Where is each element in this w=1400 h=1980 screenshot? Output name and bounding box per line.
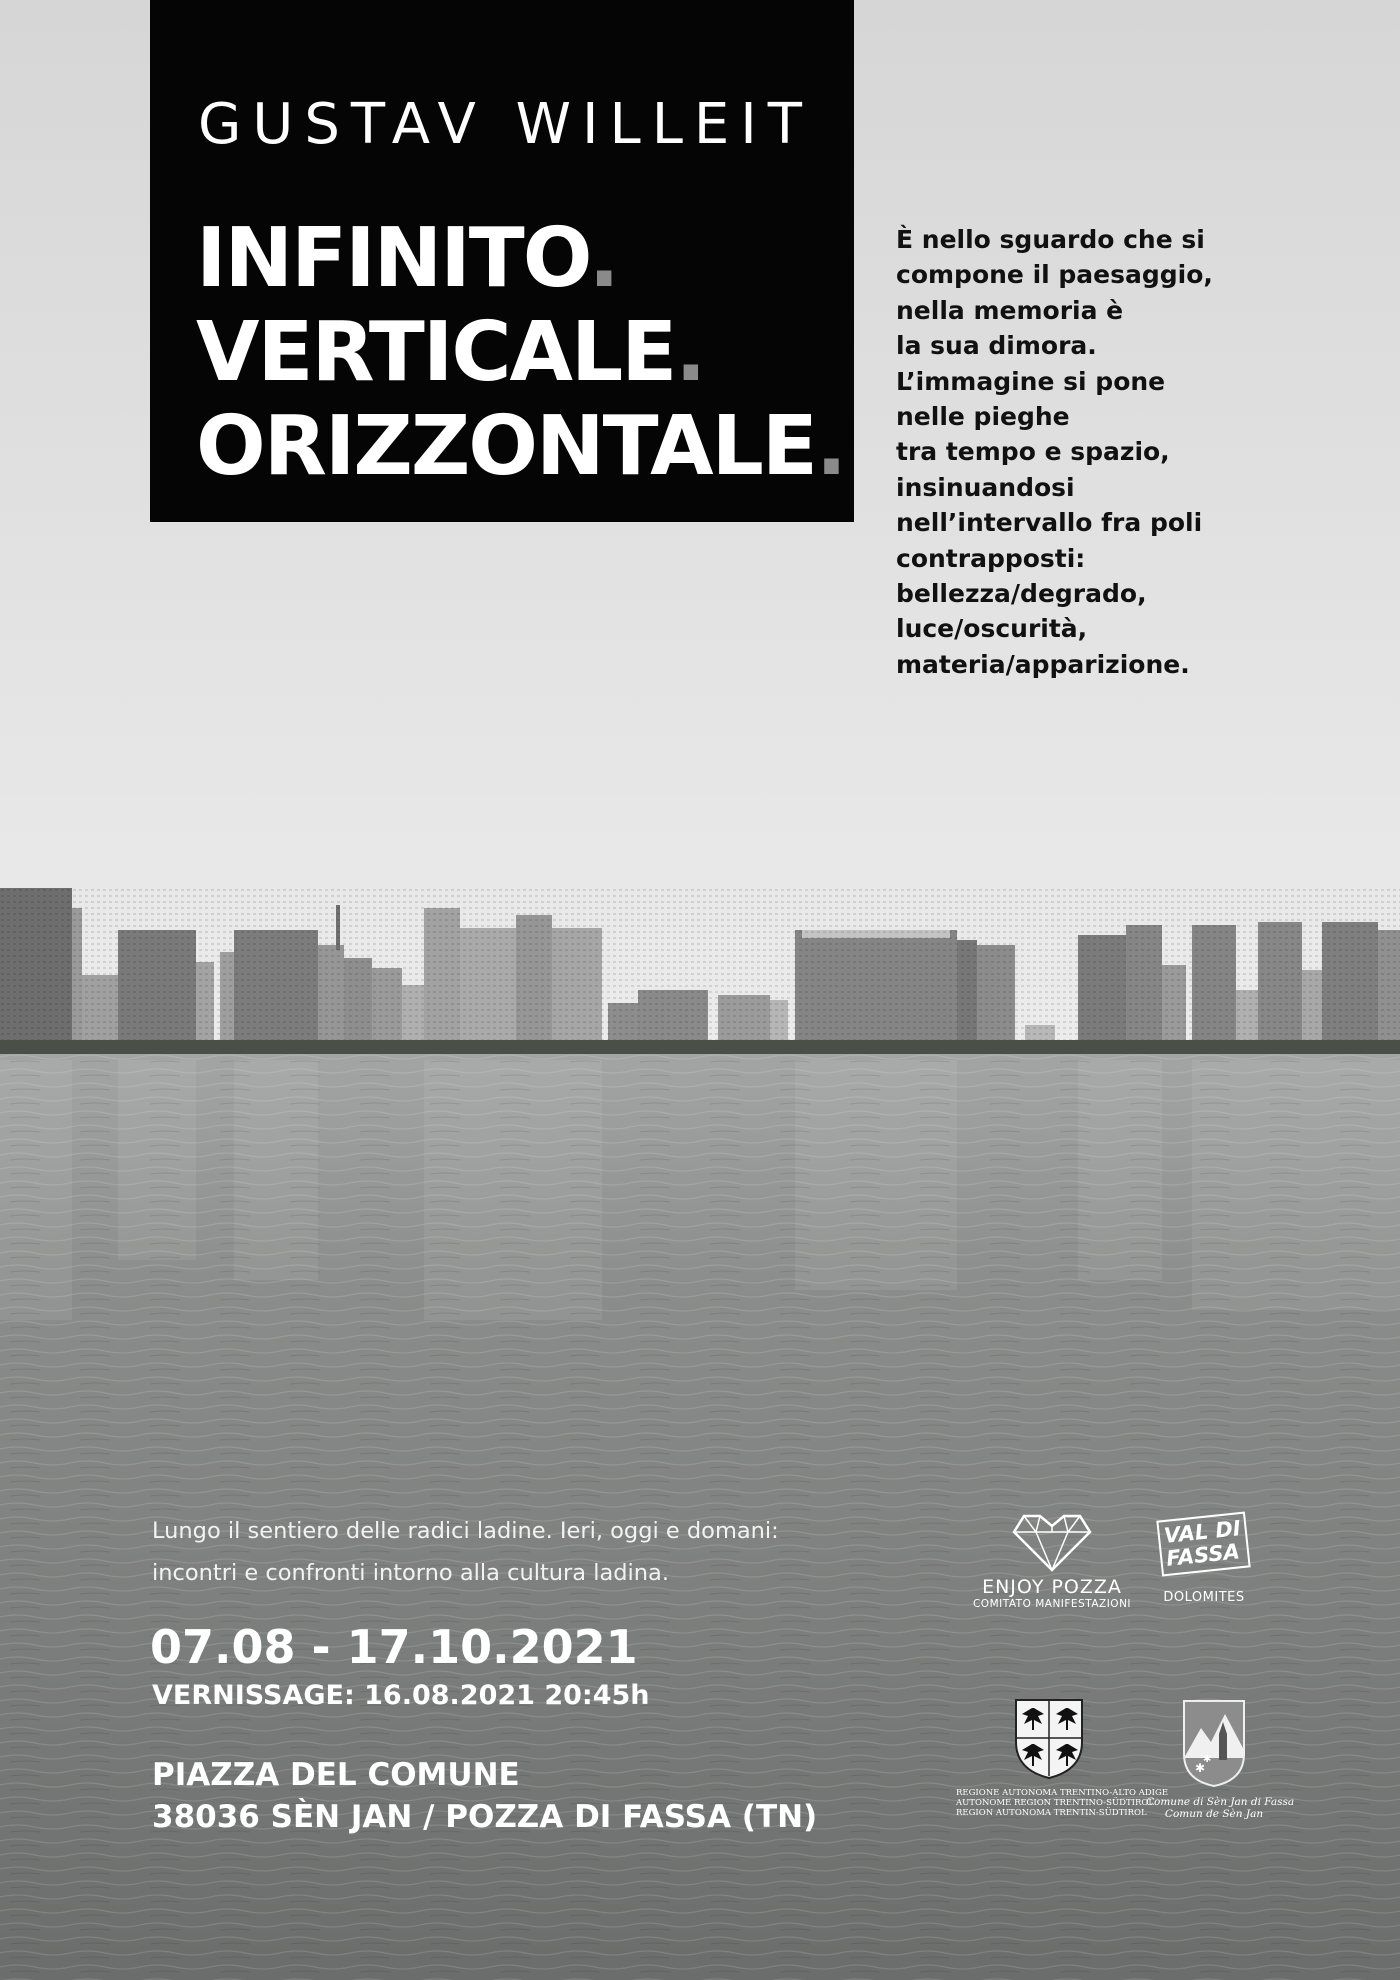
fassa-badge: VAL DI FASSA (1157, 1512, 1251, 1577)
title-line-1: INFINITO. (196, 211, 618, 306)
title-line-2: VERTICALE. (196, 305, 705, 400)
svg-text:✱: ✱ (1203, 1754, 1212, 1765)
poem-text (896, 222, 1276, 682)
val-di-fassa-logo (1156, 1516, 1252, 1605)
heart-diamond-icon (1010, 1510, 1094, 1572)
enjoy-pozza-logo (972, 1510, 1132, 1610)
venue-line-2: 38036 SÈN JAN / POZZA DI FASSA (TN) (152, 1799, 818, 1835)
poem-line: la sua dimora. (896, 331, 1097, 361)
poem-line: nell’intervallo fra poli (896, 508, 1203, 538)
poem-line: insinuandosi (896, 472, 1075, 502)
enjoy-pozza-sub: COMITATO MANIFESTAZIONI (972, 1598, 1132, 1610)
coat-of-arms-icon (1012, 1696, 1086, 1780)
poem-line: nella memoria è (896, 295, 1124, 325)
comune-text: Comune di Sèn Jan di Fassa Comun de Sèn Jan (1146, 1796, 1295, 1820)
vernissage-info: VERNISSAGE: 16.08.2021 20:45h (152, 1680, 650, 1711)
poem-line: L’immagine si pone (896, 366, 1166, 396)
tagline (152, 1510, 779, 1594)
exhibition-title (196, 212, 845, 494)
fassa-sub: DOLOMITES (1163, 1590, 1245, 1605)
poem-line: luce/oscurità, (896, 614, 1088, 644)
exhibition-dates: 07.08 - 17.10.2021 (150, 1620, 638, 1674)
artist-name: GUSTAV WILLEIT (198, 92, 814, 157)
comune-crest-icon (1181, 1698, 1247, 1788)
poem-line: tra tempo e spazio, (896, 437, 1170, 467)
poem-line: bellezza/degrado, (896, 579, 1147, 609)
poem-line: compone il paesaggio, (896, 260, 1213, 290)
tagline-line: Lungo il sentiero delle radici ladine. Ieri, oggi e domani: (152, 1518, 779, 1544)
venue-address (152, 1754, 817, 1838)
enjoy-pozza-name: ENJOY POZZA (982, 1576, 1122, 1598)
title-line-3: ORIZZONTALE. (196, 399, 846, 494)
comune-logo (1146, 1698, 1295, 1820)
poem-line: materia/apparizione. (896, 649, 1190, 679)
poem-line: nelle pieghe (896, 402, 1070, 432)
venue-line-1: PIAZZA DEL COMUNE (152, 1757, 520, 1793)
tagline-line: incontri e confronti intorno alla cultura ladina. (152, 1560, 669, 1586)
region-text: REGIONE AUTONOMA TRENTINO-ALTO ADIGE AUTONOME REGION TRENTINO-SÜDTIROL REGION AUTONOMA TRENTIN-SÜDTIROL (956, 1788, 1169, 1818)
svg-text:✱: ✱ (1195, 1761, 1206, 1775)
poem-line: contrapposti: (896, 543, 1086, 573)
poem-line: È nello sguardo che si (896, 225, 1205, 254)
region-logo (956, 1696, 1169, 1818)
title-block (150, 0, 854, 522)
